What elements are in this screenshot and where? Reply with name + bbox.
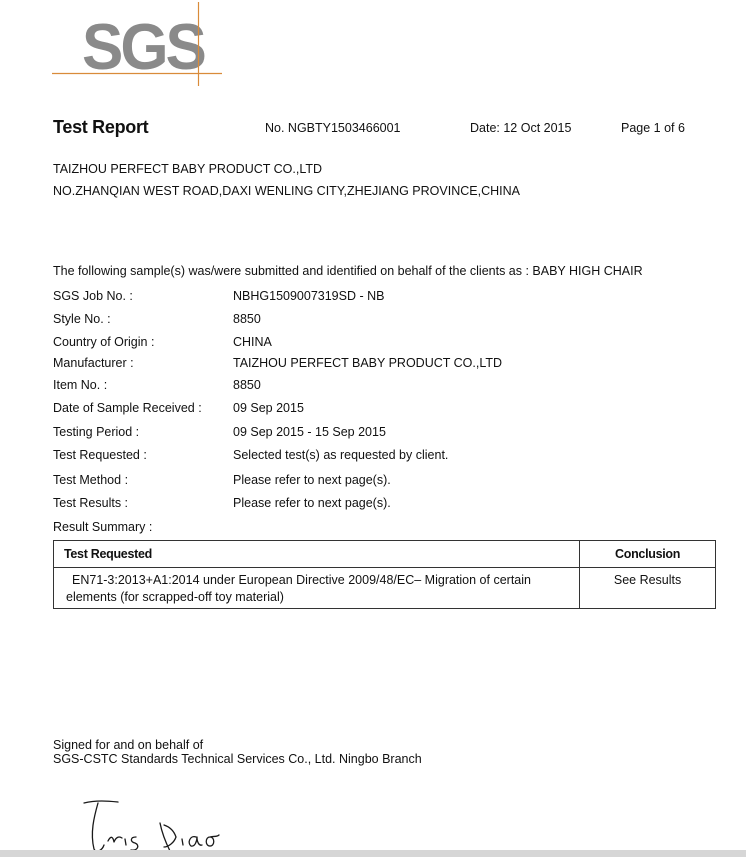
sample-intro: The following sample(s) was/were submitted and identified on behalf of the clients as : BABY HIGH CHAIR <box>53 264 643 278</box>
client-name: TAIZHOU PERFECT BABY PRODUCT CO.,LTD <box>53 162 323 176</box>
field-label: Manufacturer : <box>53 356 134 370</box>
sgs-logo <box>52 2 224 86</box>
field-label: SGS Job No. : <box>53 289 133 303</box>
bottom-scroll-bar <box>0 850 746 857</box>
signed-block <box>53 738 422 766</box>
report-date: Date: 12 Oct 2015 <box>470 121 572 135</box>
client-address: NO.ZHANQIAN WEST ROAD,DAXI WENLING CITY,ZHEJIANG PROVINCE,CHINA <box>53 184 520 198</box>
column-header-conclusion: Conclusion <box>580 541 716 568</box>
field-label: Test Requested : <box>53 448 147 462</box>
field-label: Item No. : <box>53 378 108 392</box>
handwritten-signature <box>78 785 238 857</box>
test-requested-line: EN71-3:2013+A1:2014 under European Directive 2009/48/EC– Migration of certain <box>72 573 531 587</box>
page-indicator: Page 1 of 6 <box>621 121 685 135</box>
signed-line-1: Signed for and on behalf of <box>53 738 204 752</box>
field-value: 09 Sep 2015 <box>233 401 304 415</box>
table-row <box>54 568 716 609</box>
test-requested-cell <box>54 568 580 609</box>
field-value: 8850 <box>233 312 261 326</box>
field-value: Please refer to next page(s). <box>233 496 391 510</box>
report-title: Test Report <box>53 117 149 137</box>
test-requested-line: elements (for scrapped-off toy material) <box>66 590 284 604</box>
field-label: Test Method : <box>53 473 129 487</box>
field-label: Test Results : <box>53 496 129 510</box>
field-value: TAIZHOU PERFECT BABY PRODUCT CO.,LTD <box>233 356 503 370</box>
column-header-test-requested: Test Requested <box>54 541 580 568</box>
field-value: Selected test(s) as requested by client. <box>233 448 449 462</box>
logo-text: SGS <box>82 10 204 84</box>
field-value: CHINA <box>233 335 272 349</box>
result-summary-label: Result Summary : <box>53 520 153 534</box>
field-label: Country of Origin : <box>53 335 155 349</box>
field-value: 8850 <box>233 378 261 392</box>
conclusion-cell: See Results <box>580 568 716 609</box>
signed-line-2: SGS-CSTC Standards Technical Services Co., Ltd. Ningbo Branch <box>53 752 422 766</box>
result-summary-table <box>53 540 716 609</box>
field-label: Style No. : <box>53 312 111 326</box>
field-label: Date of Sample Received : <box>53 401 202 415</box>
field-value: NBHG1509007319SD - NB <box>233 289 385 303</box>
table-header-row <box>54 541 716 568</box>
report-number: No. NGBTY1503466001 <box>265 121 401 135</box>
field-value: Please refer to next page(s). <box>233 473 391 487</box>
field-value: 09 Sep 2015 - 15 Sep 2015 <box>233 425 386 439</box>
field-label: Testing Period : <box>53 425 140 439</box>
